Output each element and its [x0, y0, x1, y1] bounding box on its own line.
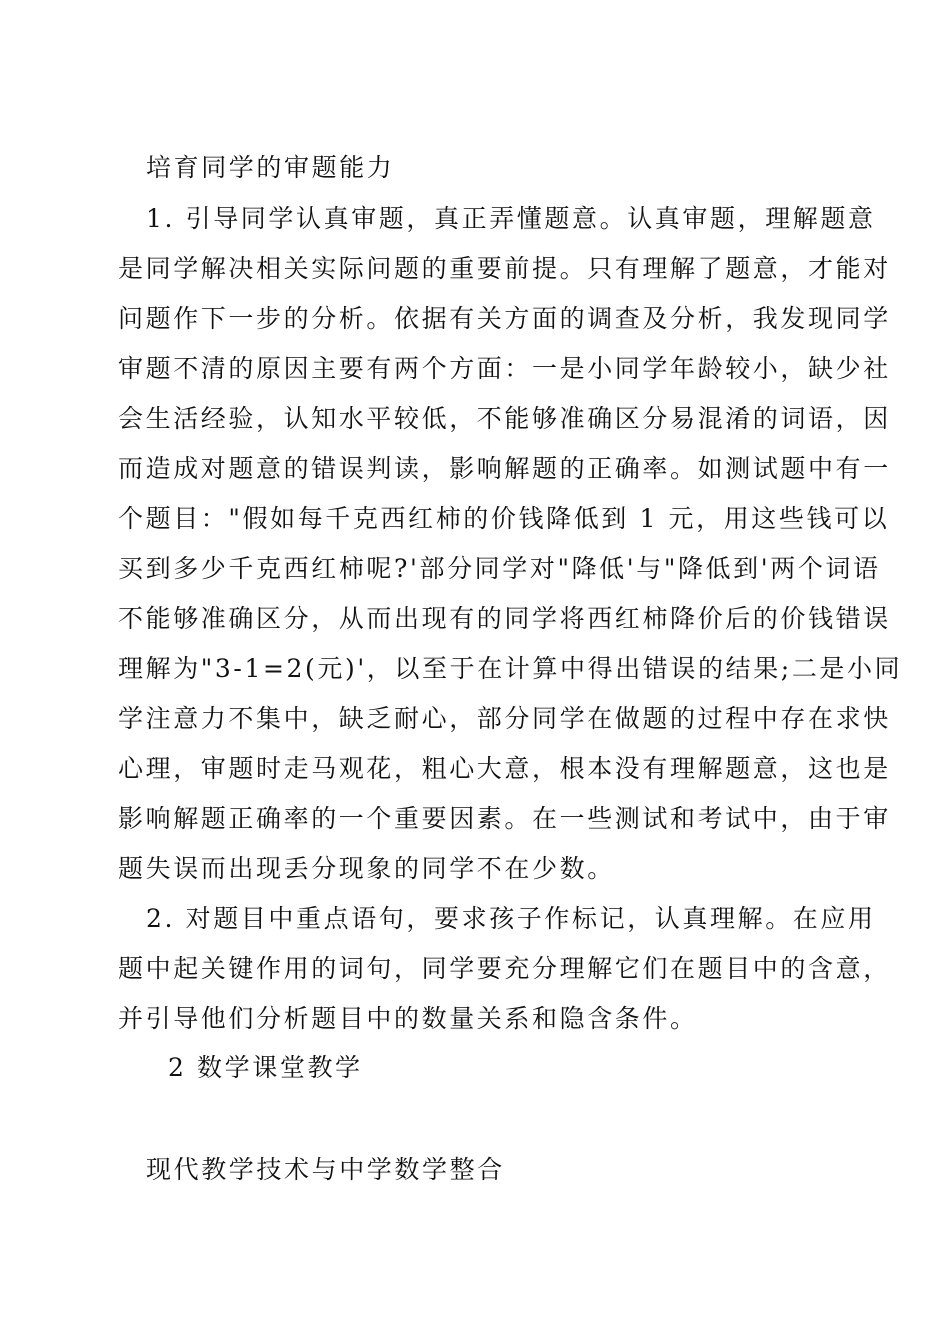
paragraph1-line-1: 1. 引导同学认真审题，真正弄懂题意。认真审题，理解题意 [146, 204, 876, 233]
section-heading-math-classroom: 2 数学课堂教学 [168, 1053, 363, 1082]
paragraph1-line-6: 而造成对题意的错误判读，影响解题的正确率。如测试题中有一 [118, 454, 891, 483]
paragraph1-line-12: 心理，审题时走马观花，粗心大意，根本没有理解题意，这也是 [118, 754, 891, 783]
paragraph1-line-5: 会生活经验，认知水平较低，不能够准确区分易混淆的词语，因 [118, 404, 891, 433]
paragraph1-line-8: 买到多少千克西红柿呢?'部分同学对"降低'与"降低到'两个词语 [118, 554, 881, 583]
paragraph1-line-13: 影响解题正确率的一个重要因素。在一些测试和考试中，由于审 [118, 804, 891, 833]
paragraph1-line-2: 是同学解决相关实际问题的重要前提。只有理解了题意，才能对 [118, 254, 891, 283]
paragraph1-line-14: 题失误而出现丢分现象的同学不在少数。 [118, 854, 615, 883]
paragraph2-line-3: 并引导他们分析题目中的数量关系和隐含条件。 [118, 1004, 698, 1033]
paragraph1-line-3: 问题作下一步的分析。依据有关方面的调查及分析，我发现同学 [118, 304, 891, 333]
paragraph1-line-11: 学注意力不集中，缺乏耐心，部分同学在做题的过程中存在求快 [118, 704, 891, 733]
paragraph2-line-2: 题中起关键作用的词句，同学要充分理解它们在题目中的含意， [118, 954, 891, 983]
paragraph1-line-9: 不能够准确区分，从而出现有的同学将西红柿降价后的价钱错误 [118, 604, 891, 633]
section-heading-cultivate-reading: 培育同学的审题能力 [146, 153, 395, 182]
section-heading-tech-integration: 现代教学技术与中学数学整合 [146, 1155, 505, 1184]
paragraph2-line-1: 2. 对题目中重点语句，要求孩子作标记，认真理解。在应用 [146, 904, 876, 933]
paragraph1-line-7: 个题目："假如每千克西红柿的价钱降低到 1 元，用这些钱可以 [118, 504, 890, 533]
paragraph1-line-10: 理解为"3-1=2(元)'，以至于在计算中得出错误的结果;二是小同 [118, 654, 903, 683]
paragraph1-line-4: 审题不清的原因主要有两个方面：一是小同学年龄较小，缺少社 [118, 354, 891, 383]
